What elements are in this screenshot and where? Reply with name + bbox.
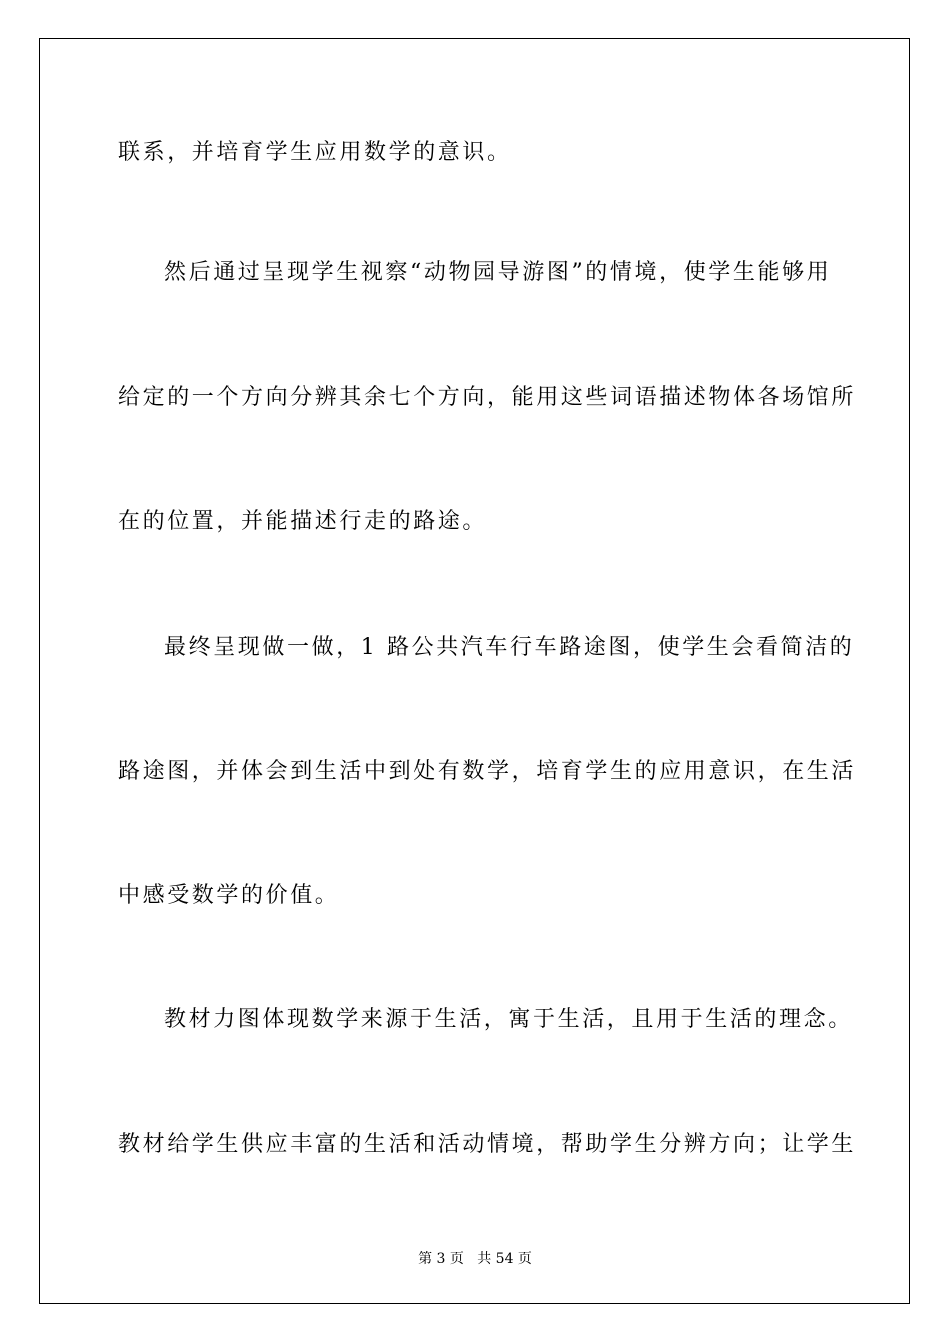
page-footer: 第 3 页 共 54 页: [418, 1251, 532, 1267]
text-line-8: 教材力图体现数学来源于生活，寓于生活，且用于生活的理念。: [164, 1007, 853, 1032]
text-line-7: 中感受数学的价值。: [118, 883, 340, 908]
text-line-5: 最终呈现做一做，1 路公共汽车行车路途图，使学生会看简洁的: [164, 635, 855, 660]
text-line-3: 给定的一个方向分辨其余七个方向，能用这些词语描述物体各场馆所: [118, 385, 857, 410]
text-line-2: 然后通过呈现学生视察“动物园导游图”的情境，使学生能够用: [164, 260, 832, 285]
text-line-4: 在的位置，并能描述行走的路途。: [118, 509, 488, 534]
text-line-6: 路途图，并体会到生活中到处有数学，培育学生的应用意识，在生活: [118, 759, 857, 784]
text-line-9: 教材给学生供应丰富的生活和活动情境，帮助学生分辨方向；让学生: [118, 1132, 857, 1157]
page-border: [39, 38, 910, 1304]
text-line-1: 联系，并培育学生应用数学的意识。: [118, 140, 512, 165]
